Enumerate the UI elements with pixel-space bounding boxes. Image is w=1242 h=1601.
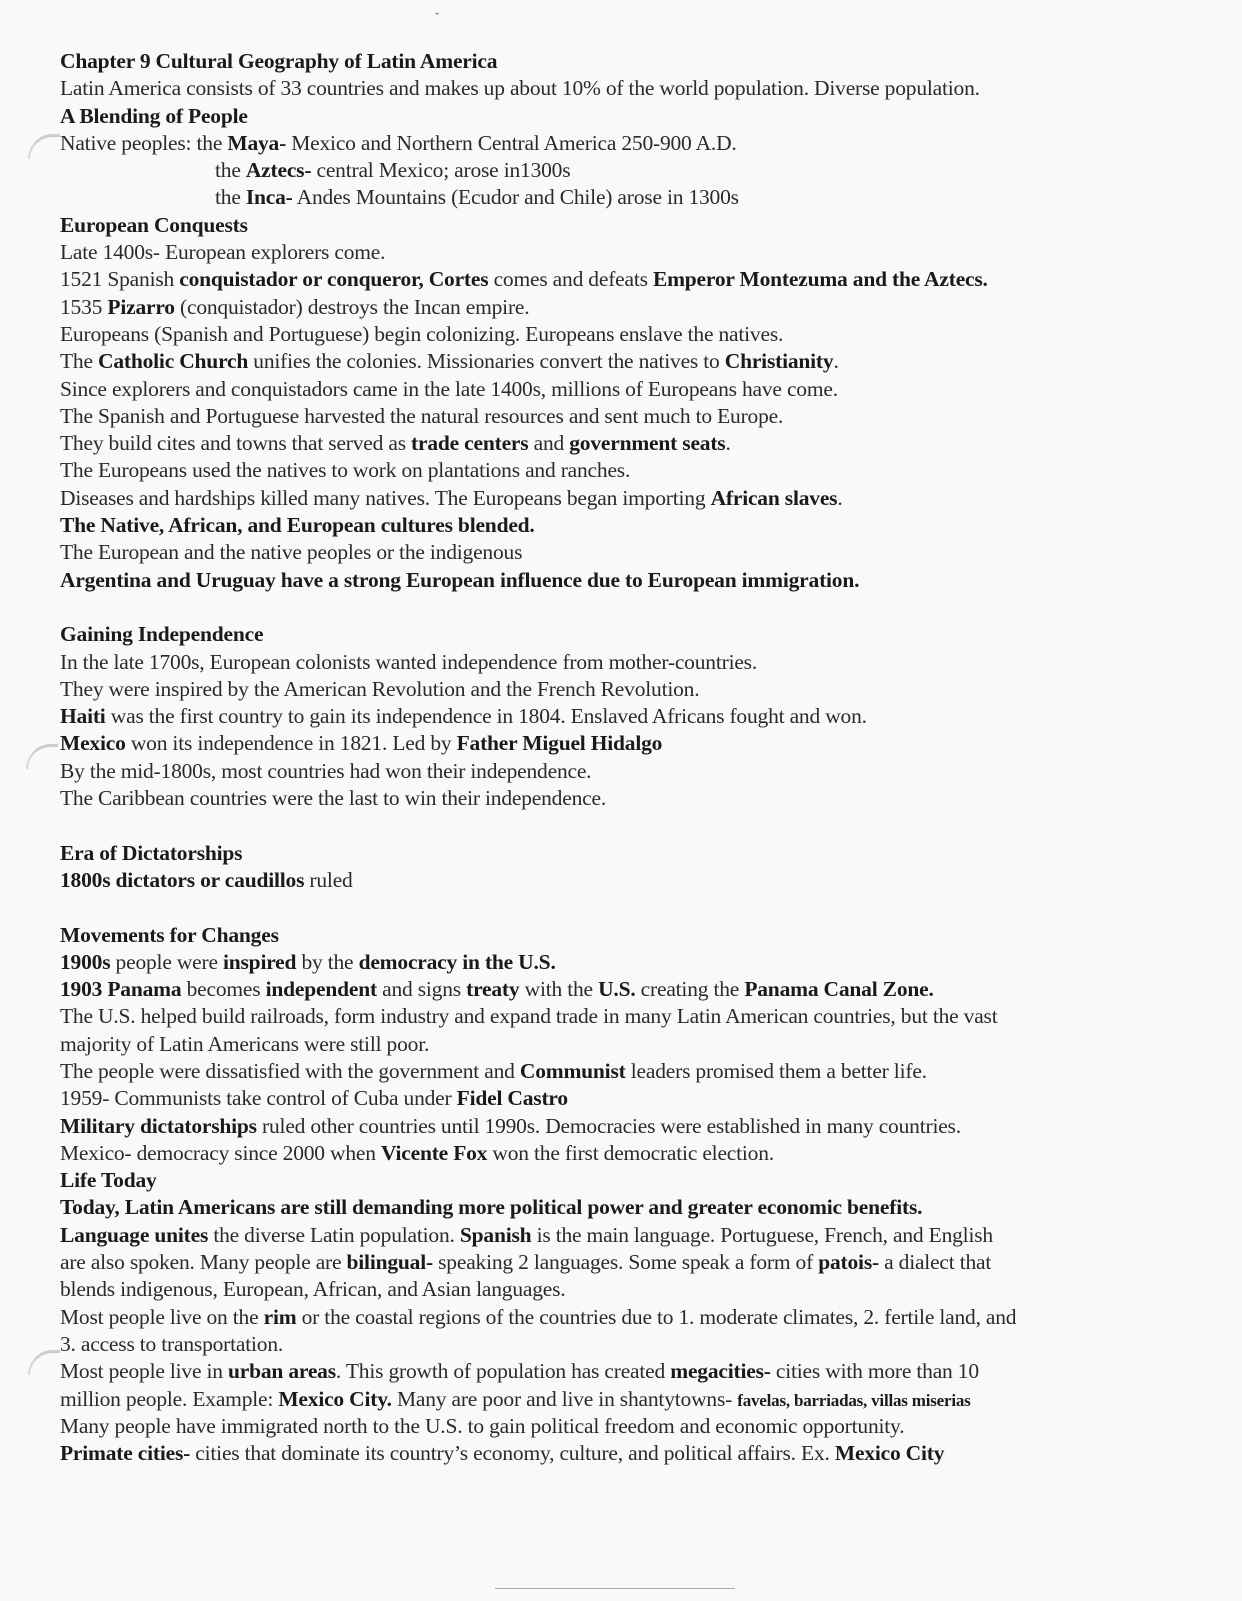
bold-text: Father Miguel Hidalgo [456, 731, 663, 756]
page-curl-mark [28, 1350, 60, 1375]
text: by the [296, 949, 359, 974]
text-line [60, 539, 1220, 566]
bold-text: Chapter 9 Cultural Geography of Latin America [60, 49, 498, 73]
bold-text: Pizarro [107, 294, 175, 319]
text: The Europeans used the natives to work on plantations and ranches. [60, 458, 631, 483]
bold-text: Haiti [60, 704, 106, 729]
text: They were inspired by the American Revolution and the French Revolution. [60, 676, 700, 701]
text: Late 1400s- European explorers come. [60, 240, 386, 265]
text: is the main language. Portuguese, French, and English [531, 1222, 993, 1247]
text-line [60, 949, 1220, 976]
text-line [60, 703, 1220, 730]
text-line [60, 1222, 1220, 1249]
bold-text: Vicente Fox [380, 1140, 488, 1165]
text: The [60, 349, 99, 374]
text-line [60, 294, 1220, 321]
text: They build cites and towns that served as [60, 431, 412, 456]
bold-text: treaty [466, 977, 520, 1002]
text-line [60, 130, 1220, 157]
text-line [60, 567, 1220, 594]
text-line [60, 1031, 1220, 1058]
text-line [60, 348, 1220, 375]
text-line [60, 103, 1220, 130]
text-line [60, 1386, 1220, 1413]
bold-text: trade centers [411, 431, 529, 456]
text: and signs [376, 977, 467, 1002]
text-line [60, 1276, 1220, 1303]
bold-text: Movements for Changes [60, 922, 279, 947]
text-line [60, 157, 1220, 184]
text: Since explorers and conquistadors came in the late 1400s, millions of Europeans have come. [60, 376, 838, 401]
text-line [60, 1003, 1220, 1030]
bold-text: Catholic Church [98, 349, 249, 374]
bold-text: Christianity [724, 349, 834, 374]
text: blends indigenous, European, African, and Asian languages. [60, 1277, 566, 1302]
bold-text: Gaining Independence [60, 622, 264, 647]
bold-text: Emperor Montezuma and the Aztecs. [652, 267, 988, 292]
text: The Caribbean countries were the last to win their independence. [60, 786, 606, 811]
bold-text: U.S. [598, 977, 636, 1002]
bold-text: 1900s [60, 949, 111, 974]
text-line [60, 730, 1220, 757]
text: Most people live on the [60, 1304, 264, 1329]
text-line [60, 621, 1220, 648]
text: the diverse Latin population. [208, 1222, 460, 1247]
text: . [725, 431, 731, 456]
bold-text: Mexico City. [278, 1386, 392, 1411]
text: are also spoken. Many people are [60, 1250, 347, 1275]
text: or the coastal regions of the countries due to 1. moderate climates, 2. fertile land, and [296, 1304, 1017, 1329]
text: By the mid-1800s, most countries had won their independence. [60, 758, 592, 783]
bold-text: Today, Latin Americans are still demanding more political power and greater economic benefits. [60, 1195, 923, 1220]
bold-text: megacities- [670, 1359, 771, 1384]
text-line [60, 1113, 1220, 1140]
bold-text: Argentina and Uruguay have a strong European influence due to European immigration. [60, 567, 860, 592]
text: . [837, 485, 843, 510]
text-line [60, 1413, 1220, 1440]
text-line [60, 1167, 1220, 1194]
bold-text: 1903 Panama [60, 977, 182, 1002]
text-line [60, 922, 1220, 949]
text: million people. Example: [60, 1386, 279, 1411]
text: . This growth of population has created [335, 1359, 671, 1384]
text: The Spanish and Portuguese harvested the natural resources and sent much to Europe. [60, 403, 784, 428]
text: with the [519, 977, 599, 1002]
blank-line [60, 894, 1220, 921]
text: majority of Latin Americans were still poor. [60, 1031, 430, 1056]
text: speaking 2 languages. Some speak a form of [432, 1250, 819, 1275]
bold-text: Communist [519, 1058, 626, 1083]
text: Diseases and hardships killed many natives. The Europeans began importing [60, 485, 711, 510]
text-line [60, 758, 1220, 785]
bold-text: independent [265, 977, 377, 1002]
text-line [60, 485, 1220, 512]
page-curl-mark [26, 744, 58, 769]
bold-text: Era of Dictatorships [60, 840, 243, 865]
bold-text: Inca- [245, 185, 293, 210]
text-line [60, 1058, 1220, 1085]
text-line [60, 1304, 1220, 1331]
text: The U.S. helped build railroads, form industry and expand trade in many Latin American countries, but the vast [60, 1004, 998, 1029]
text-line [60, 676, 1220, 703]
scan-mark: ˇ [435, 10, 439, 24]
bold-text: urban areas [227, 1359, 336, 1384]
page-curl-mark [28, 134, 60, 159]
text: 1521 Spanish [60, 267, 180, 292]
text: (conquistador) destroys the Incan empire. [174, 294, 530, 319]
text: ruled [304, 867, 353, 892]
bold-text: A Blending of People [60, 103, 248, 128]
text-line [60, 1249, 1220, 1276]
text-line [60, 457, 1220, 484]
bold-text: Mexico City [834, 1441, 945, 1466]
bold-text: democracy in the U.S. [358, 949, 556, 974]
text-line [60, 649, 1220, 676]
text: a dialect that [878, 1250, 992, 1275]
text-line [60, 403, 1220, 430]
text-line [60, 75, 1220, 102]
text: ruled other countries until 1990s. Democracies were established in many countries. [256, 1113, 961, 1138]
bold-text: Maya- [227, 130, 287, 155]
text: 1535 [60, 294, 108, 319]
bold-text: government seats [569, 431, 726, 456]
bold-text: inspired [222, 949, 297, 974]
scan-edge-mark [495, 1588, 735, 1601]
bold-text: European Conquests [60, 212, 248, 237]
text-line [60, 48, 1220, 75]
text-line [60, 1085, 1220, 1112]
text: won the first democratic election. [487, 1140, 774, 1165]
text-line [60, 184, 1220, 211]
bold-text: Military dictatorships [60, 1113, 257, 1138]
blank-line [60, 594, 1220, 621]
bold-text: Panama Canal Zone. [744, 977, 934, 1002]
bold-text: Mexico [60, 731, 126, 756]
bold-text: bilingual- [346, 1250, 433, 1275]
bold-text: 1800s dictators or caudillos [60, 867, 305, 892]
text: leaders promised them a better life. [625, 1058, 927, 1083]
bold-text: Aztecs- [245, 158, 312, 183]
text: the [215, 158, 246, 183]
text: . [833, 349, 839, 374]
bold-text: The Native, African, and European cultures blended. [60, 513, 535, 538]
bold-text: African slaves [710, 485, 838, 510]
text: 1959- Communists take control of Cuba under [60, 1086, 457, 1111]
text-line [60, 239, 1220, 266]
text: won its independence in 1821. Led by [125, 731, 457, 756]
text: the [215, 185, 246, 210]
text: cities that dominate its country’s economy, culture, and political affairs. Ex. [190, 1441, 835, 1466]
text: becomes [181, 977, 266, 1002]
text: Many are poor and live in shantytowns- [391, 1386, 738, 1411]
text-line [60, 1358, 1220, 1385]
bold-text: Language unites [60, 1222, 209, 1247]
text-line [60, 376, 1220, 403]
bold-text: patois- [818, 1250, 879, 1275]
text: Mexico and Northern Central America 250-900 A.D. [286, 130, 737, 155]
bold-text: favelas, barriadas, villas miserias [737, 1390, 971, 1410]
text-line [60, 840, 1220, 867]
text-line [60, 867, 1220, 894]
text: creating the [635, 977, 745, 1002]
text: people were [110, 949, 223, 974]
text: comes and defeats [488, 267, 653, 292]
text: The European and the native peoples or the indigenous [60, 540, 523, 565]
bold-text: Life Today [60, 1168, 157, 1193]
text-line [60, 430, 1220, 457]
text-line [60, 1140, 1220, 1167]
document-body [60, 48, 1220, 1467]
text: Europeans (Spanish and Portuguese) begin colonizing. Europeans enslave the natives. [60, 321, 784, 346]
text: and [528, 431, 570, 456]
bold-text: Spanish [459, 1222, 532, 1247]
text-line [60, 1194, 1220, 1221]
text: was the first country to gain its independence in 1804. Enslaved Africans fought and won. [105, 704, 867, 729]
text-line [60, 212, 1220, 239]
text: unifies the colonies. Missionaries convert the natives to [248, 349, 725, 374]
text: 3. access to transportation. [60, 1331, 284, 1356]
text: Many people have immigrated north to the U.S. to gain political freedom and economic opportunity. [60, 1413, 905, 1438]
text: cities with more than 10 [770, 1359, 979, 1384]
text-line [60, 1331, 1220, 1358]
bold-text: Primate cities- [60, 1441, 191, 1466]
text-line [60, 266, 1220, 293]
text-line [60, 321, 1220, 348]
text: In the late 1700s, European colonists wanted independence from mother-countries. [60, 649, 758, 674]
text: central Mexico; arose in1300s [311, 158, 571, 183]
text: Native peoples: the [60, 130, 228, 155]
bold-text: Fidel Castro [456, 1086, 568, 1111]
text: Andes Mountains (Ecudor and Chile) arose in 1300s [292, 185, 739, 210]
bold-text: rim [263, 1304, 297, 1329]
text-line [60, 512, 1220, 539]
text: The people were dissatisfied with the government and [60, 1058, 520, 1083]
text-line [60, 1440, 1220, 1467]
text-line [60, 785, 1220, 812]
text: Mexico- democracy since 2000 when [60, 1140, 381, 1165]
blank-line [60, 812, 1220, 839]
text-line [60, 976, 1220, 1003]
text: Latin America consists of 33 countries and makes up about 10% of the world population. Diverse population. [60, 76, 980, 101]
text: Most people live in [60, 1359, 228, 1384]
bold-text: conquistador or conqueror, Cortes [179, 267, 489, 292]
